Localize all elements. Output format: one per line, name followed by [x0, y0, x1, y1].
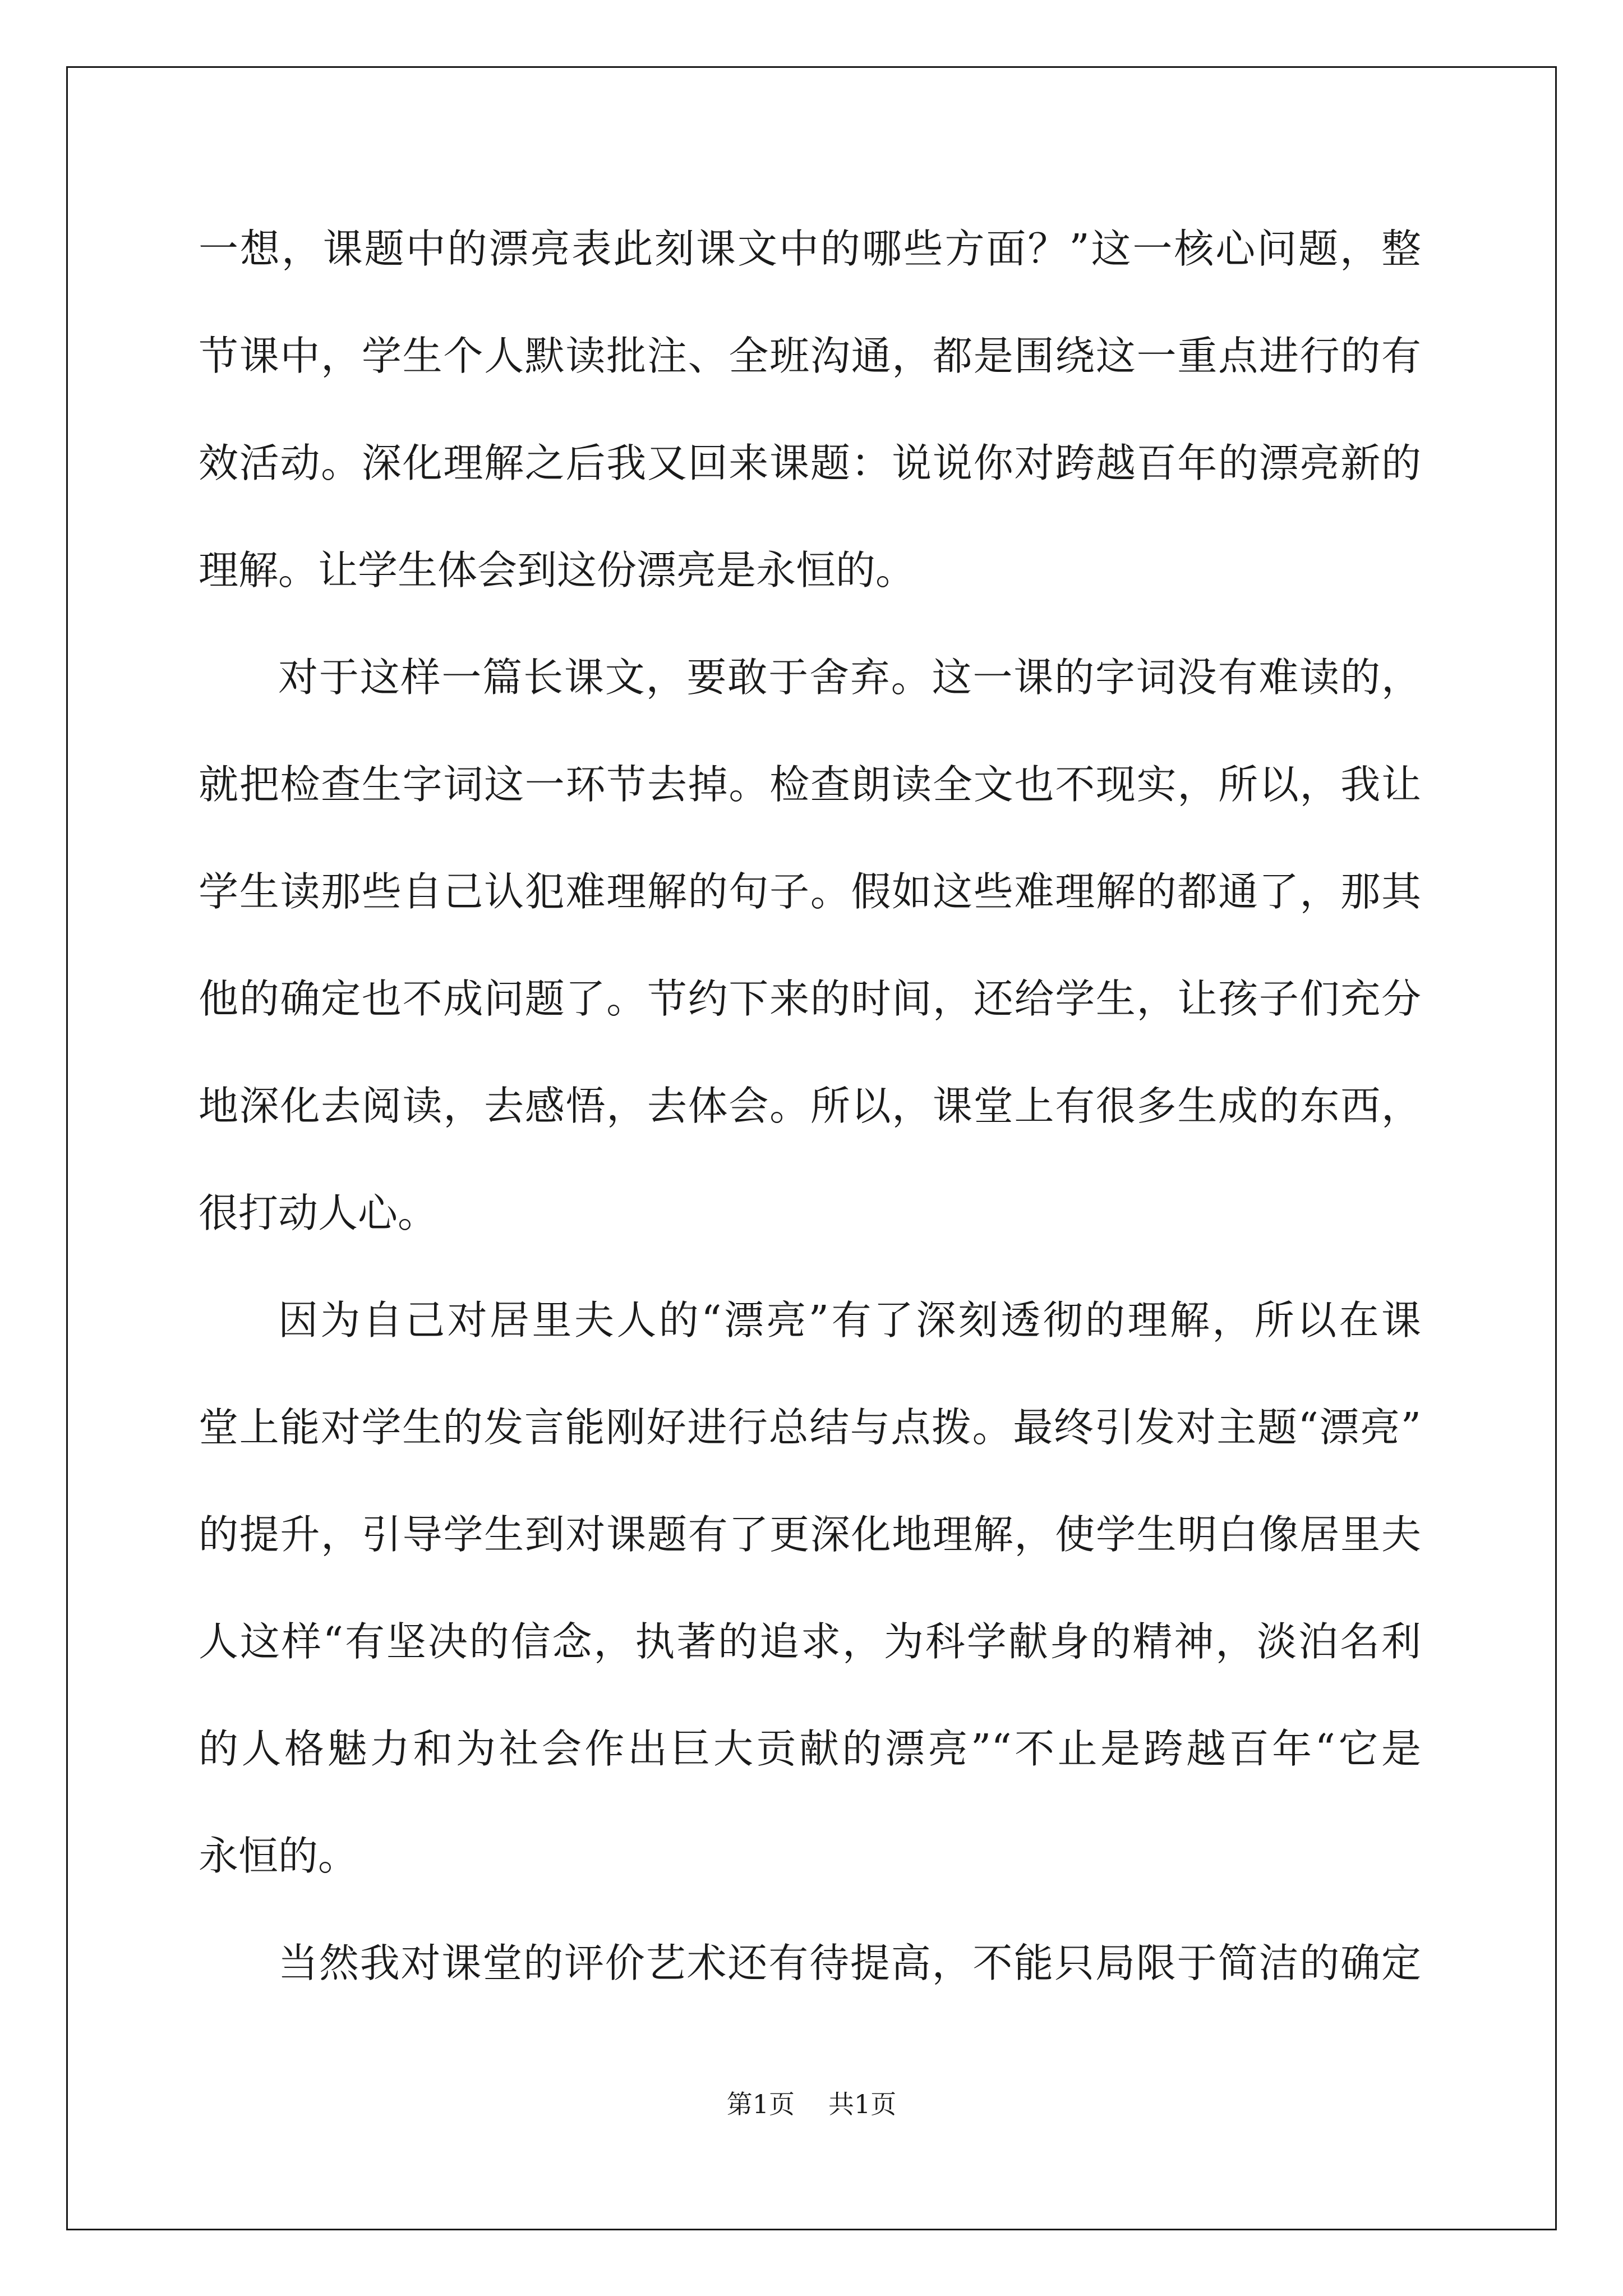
- text-line: 理解。让学生体会到这份漂亮是永恒的。: [199, 547, 916, 593]
- text-line: 学生读那些自己认犯难理解的句子。假如这些难理解的都通了，那其: [199, 868, 1421, 915]
- text-line: 就把检查生字词这一环节去掉。检查朗读全文也不现实，所以，我让: [199, 761, 1421, 808]
- text-line: 节课中，学生个人默读批注、全班沟通，都是围绕这一重点进行的有: [199, 333, 1421, 379]
- text-line: 的人格魅力和为社会作出巨大贡献的漂亮”“不止是跨越百年“它是: [199, 1726, 1421, 1772]
- page-total: 共1页: [828, 2089, 897, 2119]
- text-line: 很打动人心。: [199, 1190, 438, 1236]
- text-line: 地深化去阅读，去感悟，去体会。所以，课堂上有很多生成的东西，: [199, 1083, 1421, 1129]
- text-line: 一想，课题中的漂亮表此刻课文中的哪些方面？”这一核心问题，整: [199, 226, 1421, 272]
- text-line: 他的确定也不成问题了。节约下来的时间，还给学生，让孩子们充分: [199, 976, 1421, 1022]
- text-line: 的提升，引导学生到对课题有了更深化地理解，使学生明白像居里夫: [199, 1511, 1421, 1558]
- page-number: 第1页: [726, 2089, 795, 2119]
- document-body: [199, 218, 1421, 2039]
- text-line: 效活动。深化理解之后我又回来课题：说说你对跨越百年的漂亮新的: [199, 440, 1421, 486]
- text-line: 人这样“有坚决的信念，执著的追求，为科学献身的精神，淡泊名利: [199, 1618, 1421, 1665]
- text-line: 堂上能对学生的发言能刚好进行总结与点拨。最终引发对主题“漂亮”: [199, 1404, 1421, 1451]
- text-line: 因为自己对居里夫人的“漂亮”有了深刻透彻的理解，所以在课: [278, 1297, 1421, 1343]
- page-footer: [0, 2084, 1623, 2121]
- text-line: 对于这样一篇长课文，要敢于舍弃。这一课的字词没有难读的，: [278, 654, 1421, 701]
- text-line: 永恒的。: [199, 1833, 358, 1879]
- text-line: 当然我对课堂的评价艺术还有待提高，不能只局限于简洁的确定: [278, 1940, 1421, 1986]
